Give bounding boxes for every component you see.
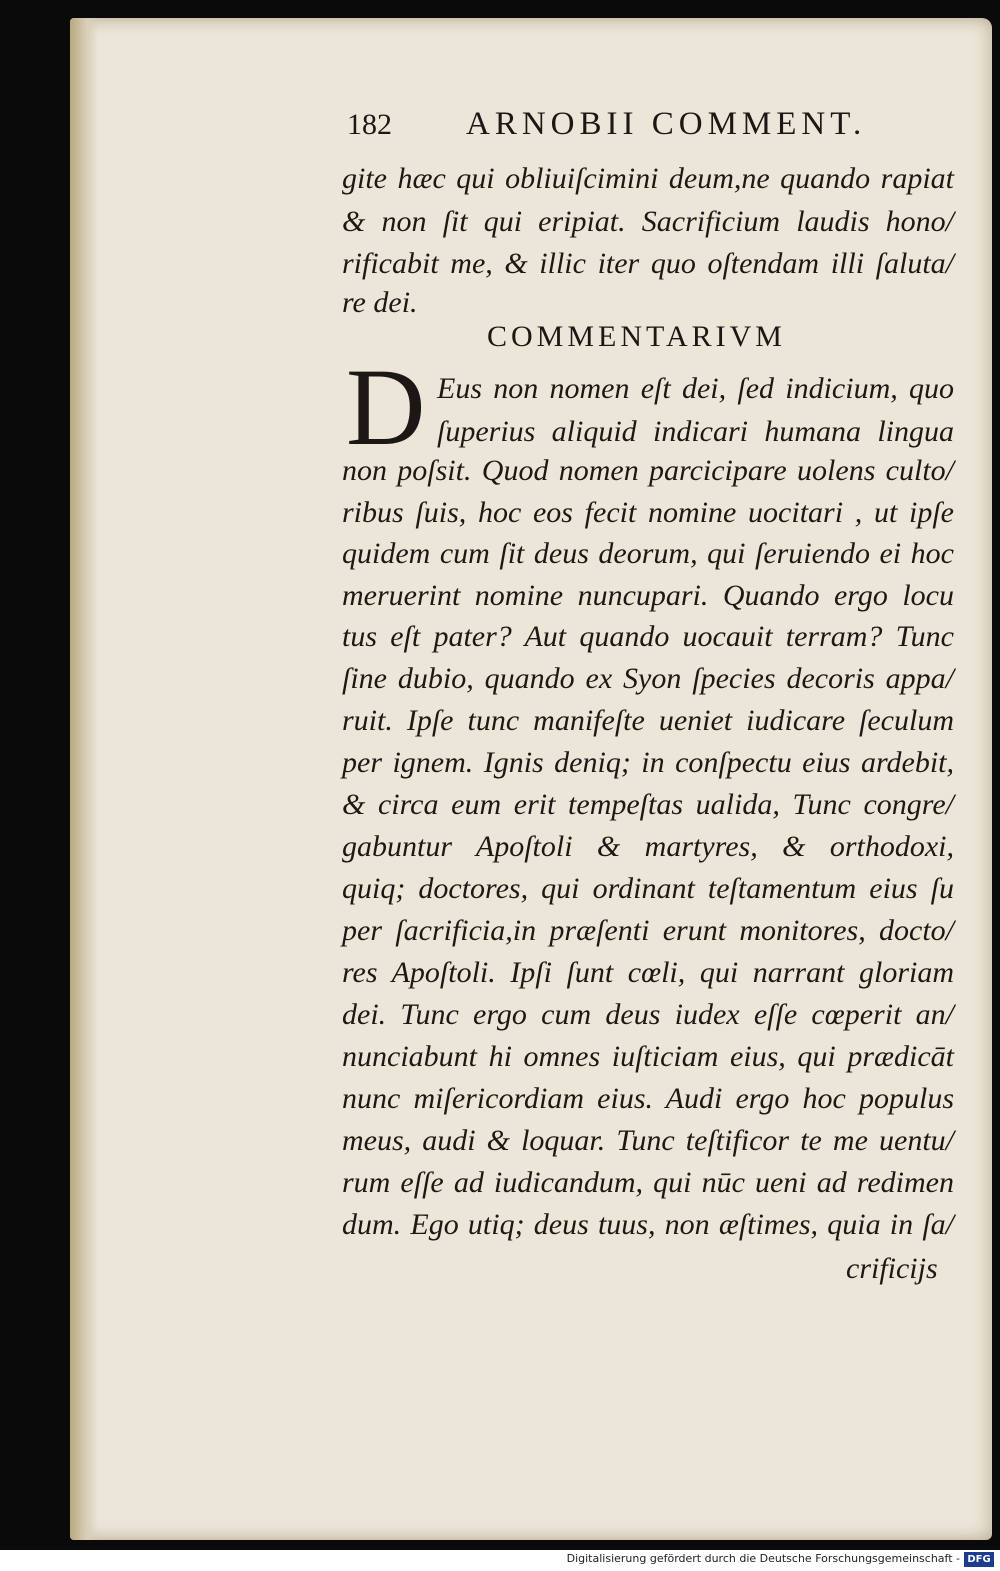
page-number: 182 (347, 108, 392, 141)
text-line: ruit. Ipſe tunc manifeſte ueniet iudicare ſeculum (342, 704, 954, 737)
text-line: ribus ſuis, hoc eos fecit nomine uocitari , ut ipſe (342, 496, 954, 529)
text-line: nunc miſericordiam eius. Audi ergo hoc populus (342, 1082, 954, 1115)
drop-cap-initial: D (346, 346, 426, 468)
text-line: dei. Tunc ergo cum deus iudex eſſe cœperit an/ (342, 998, 954, 1031)
text-line: gite hæc qui obliuiſcimini deum,ne quando rapiat (342, 162, 954, 195)
page-gutter-shadow (70, 18, 98, 1540)
section-title: COMMENTARIVM (487, 320, 786, 353)
text-line: & circa eum erit tempeſtas ualida, Tunc congre/ (342, 788, 954, 821)
text-line: ſuperius aliquid indicari humana lingua (437, 415, 954, 448)
text-line: per ignem. Ignis deniq; in conſpectu eius ardebit, (342, 746, 954, 779)
text-line: dum. Ego utiq; deus tuus, non æſtimes, quia in ſa/ (342, 1208, 954, 1241)
text-line: tus eſt pater? Aut quando uocauit terram? Tunc (342, 620, 954, 653)
text-line: meruerint nomine nuncupari. Quando ergo locu (342, 579, 954, 612)
catchword: crificijs (846, 1252, 938, 1285)
text-line: Eus non nomen eſt dei, ſed indicium, quo (437, 372, 954, 405)
text-line: rum eſſe ad iudicandum, qui nūc ueni ad redimen (342, 1166, 954, 1199)
text-line: meus, audi & loquar. Tunc teſtificor te me uentu/ (342, 1124, 954, 1157)
text-line: ſine dubio, quando ex Syon ſpecies decoris appa/ (342, 662, 954, 695)
text-line: res Apoſtoli. Ipſi ſunt cœli, qui narrant gloriam (342, 956, 954, 989)
text-line: quidem cum ſit deus deorum, qui ſeruiendo ei hoc (342, 537, 954, 570)
text-line: quiq; doctores, qui ordinant teſtamentum eius ſu (342, 872, 954, 905)
dfg-logo: DFG (964, 1552, 994, 1567)
funding-credit: Digitalisierung gefördert durch die Deutsche Forschungsgemeinschaft - (566, 1552, 960, 1565)
text-line: & non ſit qui eripiat. Sacrificium laudis hono/ (342, 205, 954, 238)
text-line: gabuntur Apoſtoli & martyres, & orthodoxi, (342, 830, 954, 863)
text-line: rificabit me, & illic iter quo oſtendam illi ſaluta/ (342, 247, 954, 280)
text-line: re dei. (342, 286, 418, 319)
running-head: ARNOBII COMMENT. (466, 106, 867, 142)
text-line: per ſacrificia,in præſenti erunt monitores, docto/ (342, 914, 954, 947)
text-line: nunciabunt hi omnes iuſticiam eius, qui prædicāt (342, 1040, 954, 1073)
text-line: non poſsit. Quod nomen parcicipare uolens culto/ (342, 454, 954, 487)
